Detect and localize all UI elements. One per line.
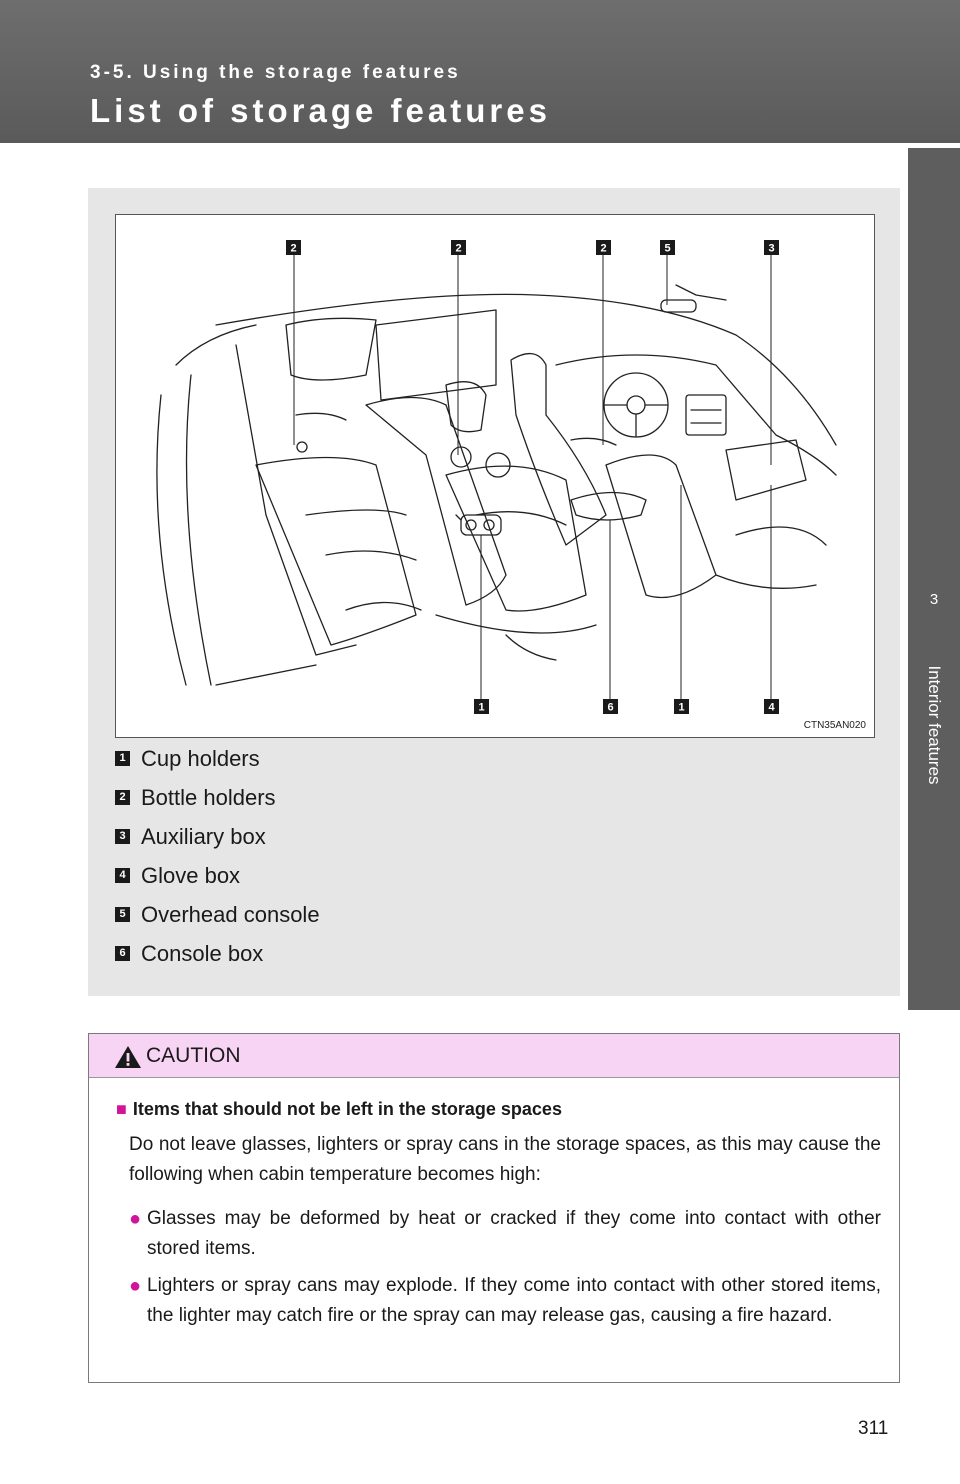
legend-badge: 5	[115, 907, 130, 922]
callout-5-text: 5	[664, 242, 671, 255]
figure-code: CTN35AN020	[803, 720, 866, 731]
round-bullet-icon: ●	[129, 1275, 142, 1297]
callout-1-b-text: 1	[678, 701, 685, 714]
legend-label: Overhead console	[141, 902, 320, 927]
car-interior-drawing	[116, 215, 874, 737]
legend-label: Cup holders	[141, 746, 260, 771]
legend-label: Auxiliary box	[141, 824, 266, 849]
section-label: 3-5. Using the storage features	[90, 62, 461, 83]
round-bullet-icon: ●	[129, 1208, 142, 1230]
legend-label: Console box	[141, 941, 264, 966]
caution-bullet-text: Lighters or spray cans may explode. If they come into contact with other stored items, the lighter may catch fire or the spray can may release gas, causing a fire hazard.	[147, 1275, 881, 1326]
square-bullet-icon: ■	[116, 1099, 127, 1119]
page-header	[0, 0, 960, 143]
legend-label: Bottle holders	[141, 785, 276, 810]
chapter-tab	[908, 148, 960, 1010]
caution-bullet	[129, 1271, 881, 1331]
car-interior-illustration	[115, 214, 875, 738]
callout-2-b-text: 2	[455, 242, 462, 255]
chapter-title: Interior features	[925, 665, 944, 785]
caution-header	[89, 1034, 899, 1078]
legend-label: Glove box	[141, 863, 241, 888]
caution-subhead-text: Items that should not be left in the storage spaces	[132, 1099, 562, 1119]
callout-6-text: 6	[607, 701, 614, 714]
caution-bullet	[129, 1204, 881, 1264]
page-number: 311	[858, 1418, 889, 1439]
callout-2-c-text: 2	[600, 242, 607, 255]
legend-badge: 1	[115, 751, 130, 766]
page-title: List of storage features	[90, 92, 551, 129]
caution-bullet-text: Glasses may be deformed by heat or cracked if they come into contact with other stored items.	[147, 1208, 881, 1259]
legend-badge: 6	[115, 946, 130, 961]
callout-2-a-text: 2	[290, 242, 297, 255]
legend-item-bottle-holders	[115, 783, 276, 813]
legend-badge: 4	[115, 868, 130, 883]
caution-intro: Do not leave glasses, lighters or spray cans in the storage spaces, as this may cause the following when cabin temperature becomes high:	[129, 1134, 881, 1185]
callout-1-a-text: 1	[478, 701, 485, 714]
caution-subhead	[116, 1099, 562, 1120]
callout-3-text: 3	[768, 242, 775, 255]
legend-badge: 2	[115, 790, 130, 805]
legend-item-glove-box	[115, 861, 240, 891]
callout-4-text: 4	[768, 701, 775, 714]
legend-badge: 3	[115, 829, 130, 844]
chapter-number: 3	[929, 591, 939, 608]
caution-box	[88, 1033, 900, 1383]
legend-item-console-box	[115, 939, 263, 969]
caution-label: CAUTION	[146, 1044, 241, 1067]
legend-item-auxiliary-box	[115, 822, 266, 852]
warning-triangle-icon	[114, 1045, 142, 1069]
legend-item-overhead-console	[115, 900, 320, 930]
legend-item-cup-holders	[115, 744, 260, 774]
